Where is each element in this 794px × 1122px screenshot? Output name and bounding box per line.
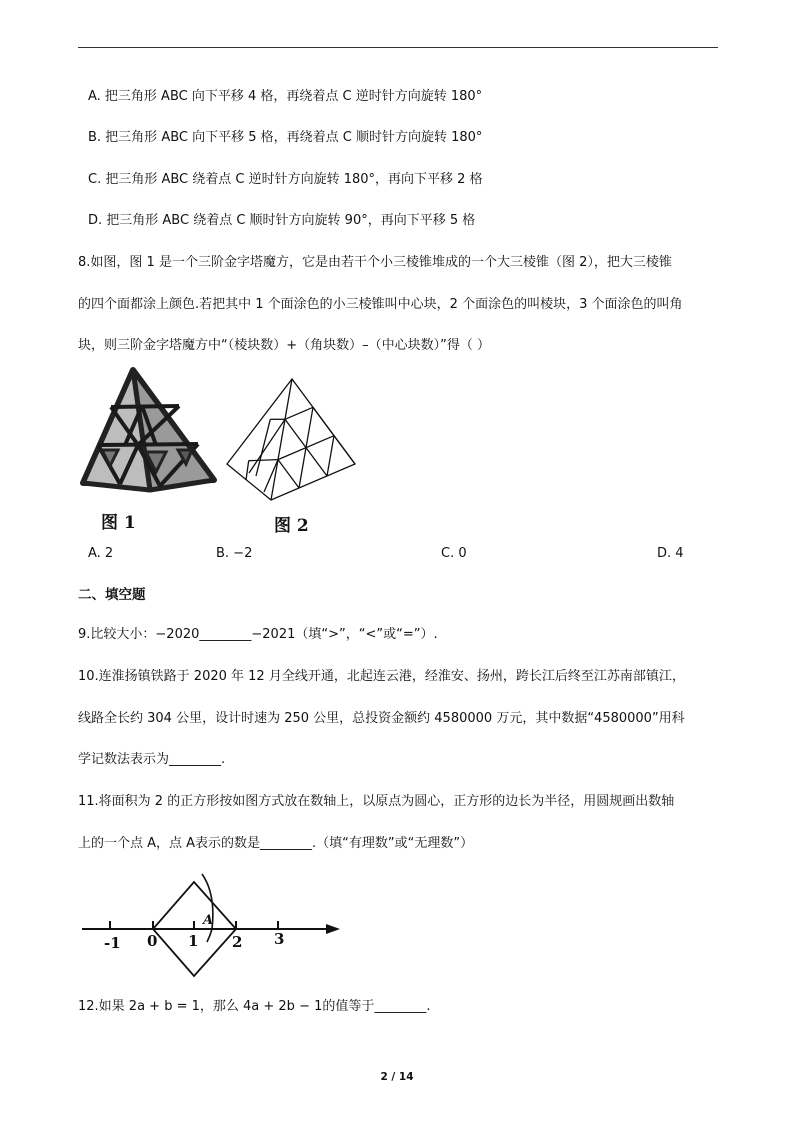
option-c: C. 把三角形 ABC 绕着点 C 逆时针方向旋转 180°，再向下平移 2 格 (88, 172, 483, 187)
q8-choice-c: C. 0 (441, 546, 467, 561)
q12-text: 12.如果 2a + b = 1，那么 4a + 2b − 1的值等于________. (78, 999, 431, 1014)
q11-line-1: 11.将面积为 2 的正方形按如图方式放在数轴上，以原点为圆心，正方形的边长为半径，用圆规画出数轴 (78, 794, 675, 809)
q8-line-1: 8.如图，图 1 是一个三阶金字塔魔方，它是由若干个小三棱锥堆成的一个大三棱锥（图 2），把大三棱锥 (78, 255, 672, 270)
tick-label-2: 2 (232, 933, 243, 951)
q8-choice-d: D. 4 (657, 546, 684, 561)
q9-text: 9.比较大小：−2020________−2021（填“>”，“<”或“=”）. (78, 627, 438, 642)
header-rule (78, 47, 718, 48)
q10-line-3: 学记数法表示为________. (78, 752, 226, 767)
q8-choice-b: B. −2 (216, 546, 253, 561)
q8-line-2: 的四个面都涂上颜色.若把其中 1 个面涂色的小三棱锥叫中心块，2 个面涂色的叫棱块，3 个面涂色的叫角 (78, 297, 683, 312)
tick-label-3: 3 (274, 930, 285, 948)
q8-line-3: 块，则三阶金字塔魔方中“（棱块数）+（角块数）–（中心块数）”得（ ） (78, 338, 490, 353)
tick-label-0: 0 (147, 932, 158, 950)
q11-line-2: 上的一个点 A，点 A表示的数是________.（填“有理数”或“无理数”） (78, 836, 474, 851)
q10-line-2: 线路全长约 304 公里，设计时速为 250 公里，总投资金额约 4580000 万元，其中数据“4580000”用科 (78, 711, 685, 726)
number-line-figure (78, 870, 342, 998)
page-number: 2 / 14 (380, 1071, 414, 1083)
q10-line-1: 10.连淮扬镇铁路于 2020 年 12 月全线开通，北起连云港，经淮安、扬州，跨长江后终至江苏南部镇江， (78, 669, 685, 684)
figure-2-pyramid-diagram (222, 376, 358, 504)
section-title: 二、填空题 (78, 587, 146, 603)
figure-1-pyramid-puzzle (80, 366, 218, 504)
figure-1-caption: 图 1 (101, 513, 136, 533)
option-a: A. 把三角形 ABC 向下平移 4 格，再绕着点 C 逆时针方向旋转 180° (88, 89, 483, 104)
option-b: B. 把三角形 ABC 向下平移 5 格，再绕着点 C 顺时针方向旋转 180° (88, 130, 483, 145)
tick-label-1: 1 (188, 932, 199, 950)
q8-choice-a: A. 2 (88, 546, 114, 561)
option-d: D. 把三角形 ABC 绕着点 C 顺时针方向旋转 90°，再向下平移 5 格 (88, 213, 476, 228)
point-a-label: A (203, 913, 214, 928)
tick-label-neg1: -1 (104, 934, 121, 952)
figure-2-caption: 图 2 (274, 516, 309, 536)
